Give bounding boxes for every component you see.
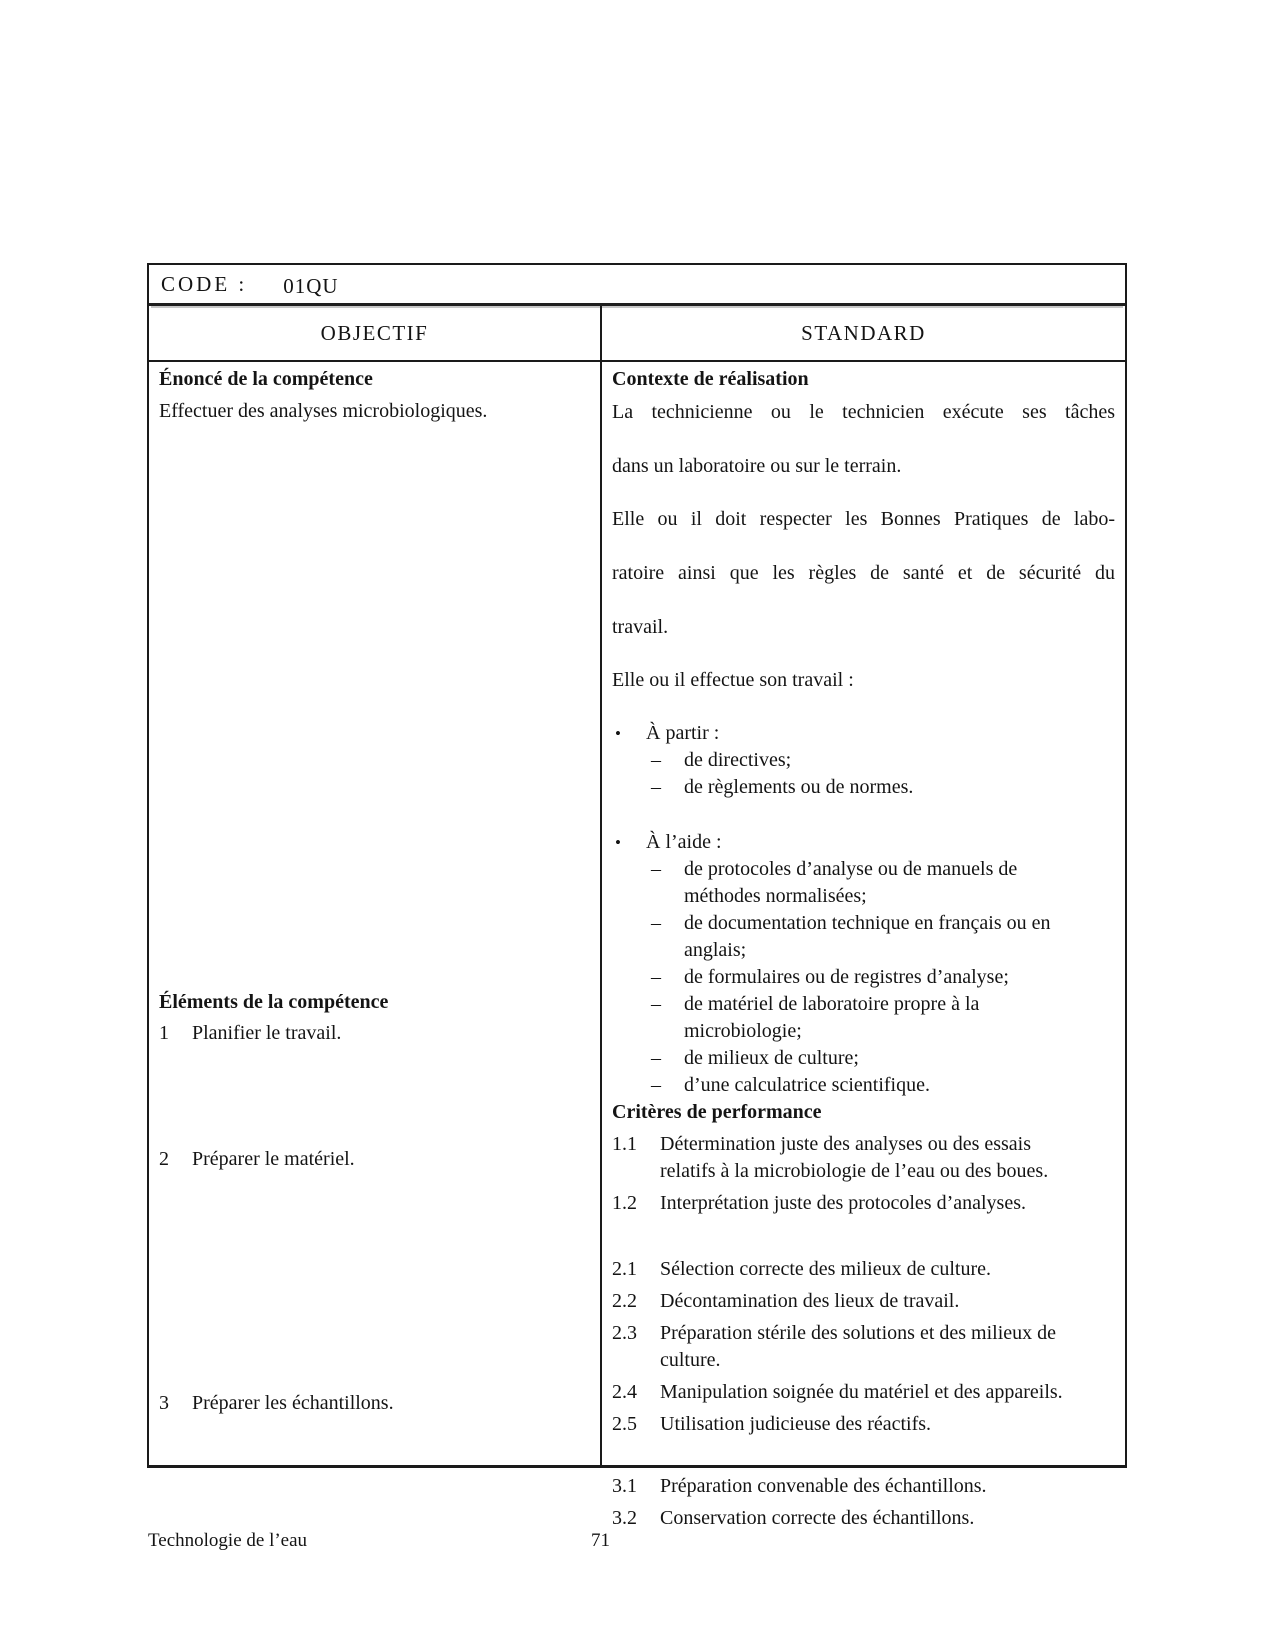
element-number: 1 bbox=[159, 1022, 169, 1044]
table-header-row bbox=[149, 306, 1125, 362]
criterion-text: Manipulation soignée du matériel et des appareils. bbox=[660, 1381, 1063, 1403]
sub-bullet-item bbox=[612, 747, 1115, 774]
sub-bullet-text: de règlements ou de normes. bbox=[684, 776, 914, 798]
criteria-group bbox=[612, 1473, 1115, 1532]
competency-table bbox=[147, 263, 1127, 1529]
criterion-number: 3.2 bbox=[612, 1507, 637, 1529]
criterion-text: Utilisation judicieuse des réactifs. bbox=[660, 1413, 932, 1435]
criterion-number: 3.1 bbox=[612, 1475, 637, 1497]
criterion-item bbox=[612, 1288, 1115, 1315]
dash-icon: – bbox=[651, 858, 661, 880]
paragraph-line: ratoire ainsi que les règles de santé et de sécurité du bbox=[612, 562, 1115, 584]
paragraph-line: Elle ou il doit respecter les Bonnes Pratiques de labo- bbox=[612, 508, 1115, 530]
bullet-item bbox=[612, 720, 1115, 747]
sub-bullet-item bbox=[612, 774, 1115, 801]
objectif-cell bbox=[149, 362, 602, 1465]
paragraph-line: dans un laboratoire ou sur le terrain. bbox=[612, 455, 902, 477]
dash-icon: – bbox=[651, 1047, 661, 1069]
footer-document-title: Technologie de l’eau bbox=[148, 1530, 308, 1551]
enonce-competence-text: Effectuer des analyses microbiologiques. bbox=[159, 400, 488, 422]
contexte-realisation-title: Contexte de réalisation bbox=[612, 368, 809, 390]
sub-bullet-item bbox=[612, 856, 1115, 910]
criterion-text: Détermination juste des analyses ou des essais relatifs à la microbiologie de l’eau ou des boues. bbox=[660, 1133, 1049, 1182]
bullet-label: À l’aide : bbox=[646, 831, 722, 853]
sub-bullet-text: de milieux de culture; bbox=[684, 1047, 859, 1069]
criterion-item bbox=[612, 1256, 1115, 1283]
criterion-number: 2.5 bbox=[612, 1413, 637, 1435]
criterion-text: Sélection correcte des milieux de culture. bbox=[660, 1258, 991, 1280]
sub-bullet-text: de directives; bbox=[684, 749, 792, 771]
criterion-number: 2.2 bbox=[612, 1290, 637, 1312]
bullet-group bbox=[612, 720, 1115, 801]
criterion-text: Décontamination des lieux de travail. bbox=[660, 1290, 960, 1312]
code-value: 01QU bbox=[283, 273, 339, 298]
criterion-number: 2.4 bbox=[612, 1381, 637, 1403]
sub-bullet-text: d’une calculatrice scientifique. bbox=[684, 1074, 930, 1096]
page-number: 71 bbox=[591, 1530, 610, 1551]
criterion-text: Préparation stérile des solutions et des milieux de culture. bbox=[660, 1322, 1057, 1371]
elements-competence-title: Éléments de la compétence bbox=[159, 991, 389, 1013]
element-text: Planifier le travail. bbox=[192, 1022, 342, 1044]
dash-icon: – bbox=[651, 912, 661, 934]
column-header-objectif: OBJECTIF bbox=[149, 306, 602, 360]
sub-bullet-item bbox=[612, 991, 1115, 1045]
sub-bullet-item bbox=[612, 964, 1115, 991]
dash-icon: – bbox=[651, 993, 661, 1015]
criterion-number: 1.2 bbox=[612, 1192, 637, 1214]
bullet-item bbox=[612, 829, 1115, 856]
criterion-item bbox=[612, 1131, 1115, 1185]
criteria-group bbox=[612, 1256, 1115, 1438]
criterion-item bbox=[612, 1505, 1115, 1532]
criterion-text: Conservation correcte des échantillons. bbox=[660, 1507, 975, 1529]
paragraph bbox=[612, 399, 1115, 480]
element-item bbox=[159, 1390, 592, 1417]
criterion-item bbox=[612, 1411, 1115, 1438]
paragraph: Elle ou il effectue son travail : bbox=[612, 669, 854, 691]
sub-bullet-text: de matériel de laboratoire propre à la microbiologie; bbox=[684, 993, 980, 1042]
sub-bullet-text: de protocoles d’analyse ou de manuels de méthodes normalisées; bbox=[684, 858, 1018, 907]
dash-icon: – bbox=[651, 1074, 661, 1096]
paragraph bbox=[612, 506, 1115, 641]
sub-bullet-text: de formulaires ou de registres d’analyse; bbox=[684, 966, 1009, 988]
code-label: CODE : bbox=[161, 271, 248, 296]
sub-bullet-item bbox=[612, 910, 1115, 964]
criterion-item bbox=[612, 1190, 1115, 1217]
criterion-item bbox=[612, 1320, 1115, 1374]
element-number: 3 bbox=[159, 1392, 169, 1414]
sub-bullet-item bbox=[612, 1072, 1115, 1099]
element-text: Préparer les échantillons. bbox=[192, 1392, 394, 1414]
paragraph-line: La technicienne ou le technicien exécute ses tâches bbox=[612, 401, 1115, 423]
code-row bbox=[149, 265, 1125, 306]
column-header-standard: STANDARD bbox=[801, 320, 926, 345]
table-body-row bbox=[149, 362, 1125, 1529]
criterion-number: 2.1 bbox=[612, 1258, 637, 1280]
paragraph-line: travail. bbox=[612, 616, 669, 638]
bullet-label: À partir : bbox=[646, 722, 720, 744]
element-number: 2 bbox=[159, 1148, 169, 1170]
element-item bbox=[159, 1020, 592, 1047]
bullet-group bbox=[612, 829, 1115, 1099]
bullet-icon: • bbox=[615, 833, 621, 852]
criteres-performance-title: Critères de performance bbox=[612, 1101, 822, 1123]
enonce-competence-title: Énoncé de la compétence bbox=[159, 368, 373, 390]
criterion-text: Interprétation juste des protocoles d’analyses. bbox=[660, 1192, 1026, 1214]
dash-icon: – bbox=[651, 749, 661, 771]
criterion-number: 1.1 bbox=[612, 1133, 637, 1155]
criterion-number: 2.3 bbox=[612, 1322, 637, 1344]
criterion-item bbox=[612, 1473, 1115, 1500]
criterion-item bbox=[612, 1379, 1115, 1406]
sub-bullet-text: de documentation technique en français ou en anglais; bbox=[684, 912, 1051, 961]
bullet-icon: • bbox=[615, 724, 621, 743]
sub-bullet-item bbox=[612, 1045, 1115, 1072]
element-item bbox=[159, 1146, 592, 1173]
dash-icon: – bbox=[651, 966, 661, 988]
criterion-text: Préparation convenable des échantillons. bbox=[660, 1475, 987, 1497]
dash-icon: – bbox=[651, 776, 661, 798]
standard-cell bbox=[602, 362, 1125, 1529]
element-text: Préparer le matériel. bbox=[192, 1148, 355, 1170]
criteria-group bbox=[612, 1131, 1115, 1217]
